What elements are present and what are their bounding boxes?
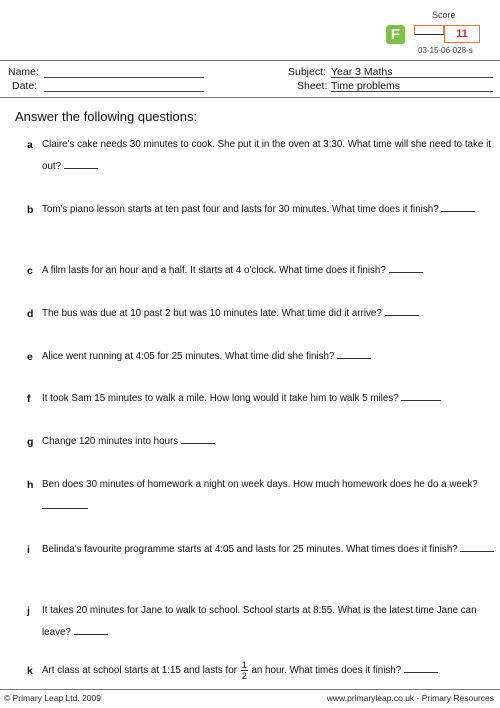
question-letter: b: [27, 204, 34, 216]
answer-blank[interactable]: [404, 662, 438, 673]
question-letter: k: [27, 665, 33, 677]
field-divider: [0, 97, 500, 98]
question-letter: a: [27, 139, 33, 151]
question-letter: i: [27, 544, 30, 556]
question-text: Claire's cake needs 30 minutes to cook. She put it in the oven at 3:30. What time will she need to take it out?: [42, 139, 491, 172]
question-d: [27, 303, 497, 325]
answer-blank[interactable]: [337, 348, 371, 359]
instructions-heading: Answer the following questions:: [15, 109, 198, 124]
answer-blank[interactable]: [64, 158, 98, 169]
answer-blank[interactable]: [42, 498, 88, 509]
question-a: [27, 134, 497, 178]
fraction-numerator: 1: [241, 660, 247, 670]
score-blank-box: [414, 25, 444, 35]
sheet-value: Time problems: [331, 80, 493, 92]
question-text: A film lasts for an hour and a half. It starts at 4 o'clock. What time does it finish?: [42, 265, 386, 276]
top-divider: [0, 60, 500, 61]
answer-blank[interactable]: [460, 541, 494, 552]
answer-blank[interactable]: [74, 624, 108, 635]
score-value: 11: [444, 25, 480, 43]
question-e: [27, 346, 497, 368]
question-text: It took Sam 15 minutes to walk a mile. How long would it take him to walk 5 miles?: [42, 393, 399, 404]
question-c: [27, 260, 497, 282]
footer-divider: [0, 689, 500, 690]
question-text: Change 120 minutes into hours: [42, 436, 179, 447]
question-text: It takes 20 minutes for Jane to walk to school. School starts at 8:55. What is the latest time Jane can leave?: [42, 605, 477, 638]
question-letter: j: [27, 605, 30, 617]
sheet-label: Sheet:: [297, 80, 328, 92]
primary-leap-logo-icon: F: [386, 25, 405, 44]
question-g: [27, 431, 497, 453]
question-letter: f: [27, 393, 31, 405]
question-h: [27, 474, 497, 518]
question-letter: c: [27, 265, 33, 277]
question-b: [27, 199, 497, 221]
question-text: The bus was due at 10 past 2 but was 10 minutes late. What time did it arrive?: [42, 308, 382, 319]
fraction-half: [241, 660, 248, 681]
question-letter: d: [27, 308, 34, 320]
question-text: Tom's piano lesson starts at ten past four and lasts for 30 minutes. What time does it finish?: [42, 204, 439, 215]
question-text: Alice went running at 4:05 for 25 minutes. What time did she finish?: [42, 351, 335, 362]
question-text: Ben does 30 minutes of homework a night on week days. How much homework does he do a week?: [42, 479, 478, 490]
question-i: [27, 539, 497, 561]
question-k: [27, 660, 497, 682]
answer-blank[interactable]: [401, 390, 441, 401]
date-line[interactable]: [44, 80, 204, 92]
question-text-after: an hour. What times does it finish?: [251, 665, 402, 677]
answer-blank[interactable]: [389, 262, 423, 273]
subject-value: Year 3 Maths: [331, 66, 493, 78]
question-j: [27, 600, 497, 644]
fraction-denominator: 2: [241, 671, 247, 681]
question-letter: e: [27, 351, 33, 363]
footer-website-link[interactable]: www.primaryleap.co.uk - Primary Resources: [326, 693, 494, 703]
answer-blank[interactable]: [385, 305, 419, 316]
question-letter: h: [27, 479, 34, 491]
score-label: Score: [432, 10, 456, 20]
question-text: Art class at school starts at 1:15 and lasts for: [42, 665, 237, 677]
answer-blank[interactable]: [181, 433, 215, 444]
name-line[interactable]: [44, 66, 204, 78]
date-label: Date:: [12, 80, 38, 92]
answer-blank[interactable]: [441, 201, 475, 212]
question-f: [27, 388, 497, 410]
subject-label: Subject:: [288, 66, 326, 78]
worksheet-code: 03-15-06-028-s: [418, 46, 473, 55]
question-letter: g: [27, 436, 34, 448]
name-label: Name:: [8, 66, 39, 78]
footer-copyright: © Primary Leap Ltd. 2009: [4, 693, 101, 703]
question-text: Belinda's favourite programme starts at 4:05 and lasts for 25 minutes. What times does it finish?: [42, 544, 458, 555]
